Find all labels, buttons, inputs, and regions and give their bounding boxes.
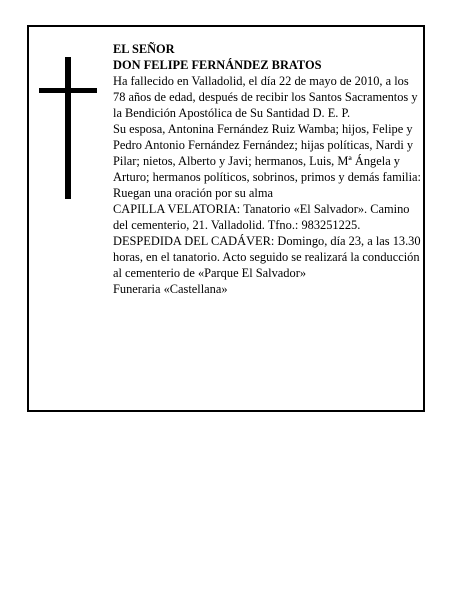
prayer-request: Ruegan una oración por su alma	[113, 186, 273, 200]
cross-vertical-bar	[65, 57, 71, 199]
cross-icon	[39, 57, 97, 199]
notice-title: EL SEÑOR	[113, 42, 175, 56]
death-announcement: Ha fallecido en Valladolid, el día 22 de mayo de 2010, a los 78 años de edad, después de recibir los Santos Sacramentos y la Bendición Apostólica de Su Santidad D. E. P.	[113, 74, 418, 120]
funeral-info: DESPEDIDA DEL CADÁVER: Domingo, día 23, a las 13.30 horas, en el tanatorio. Acto seguido se realizará la conducción al cementerio de «Parque El Salvador»	[113, 234, 421, 280]
obituary-notice	[27, 25, 425, 412]
family-list: Su esposa, Antonina Fernández Ruiz Wamba; hijos, Felipe y Pedro Antonio Fernández Fernández; hijas políticas, Nardi y Pilar; nietos, Alberto y Javi; hermanos, Luis, Mª Ángela y Arturo; hermanos políticos, sobrinos, primos y demás familia:	[113, 122, 421, 184]
chapel-info: CAPILLA VELATORIA: Tanatorio «El Salvador». Camino del cementerio, 21. Valladolid. Tfno.: 983251225.	[113, 202, 410, 232]
obituary-text	[113, 41, 423, 297]
funeral-home: Funeraria «Castellana»	[113, 282, 228, 296]
cross-horizontal-bar	[39, 88, 97, 93]
deceased-name: DON FELIPE FERNÁNDEZ BRATOS	[113, 58, 322, 72]
